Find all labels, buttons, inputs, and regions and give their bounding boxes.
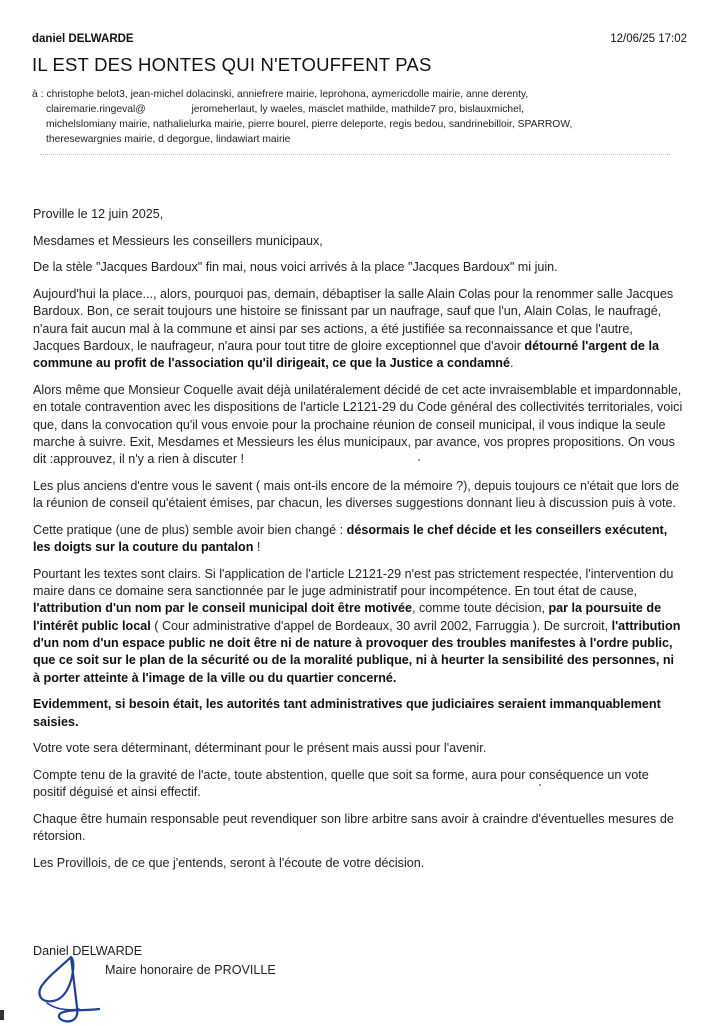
email-subject: IL EST DES HONTES QUI N'ETOUFFENT PAS <box>32 54 432 75</box>
bold-run: Evidemment, si besoin était, les autorités tant administratives que judiciaires seraient immanquablement saisies. <box>33 697 661 729</box>
recipients-line: theresewargnies mairie, d degorgue, lindawiart mairie <box>46 134 291 145</box>
header-divider <box>40 154 670 155</box>
paragraph: Votre vote sera déterminant, déterminant pour le présent mais aussi pour l'avenir. <box>33 741 487 756</box>
recipients-label: à : <box>32 89 44 100</box>
paragraph <box>33 522 683 557</box>
place-date: Proville le 12 juin 2025, <box>33 207 164 221</box>
paragraph: Les Provillois, de ce que j'entends, seront à l'écoute de votre décision. <box>33 855 425 870</box>
recipients-line: clairemarie.ringeval@ jeromeherlaut, ly waeles, masclet mathilde, mathilde7 pro, bislauxmichel, <box>46 104 525 115</box>
scan-speck <box>539 784 541 786</box>
recipients-block <box>32 87 682 147</box>
bold-run: par la poursuite de l'intérêt public local <box>33 601 662 633</box>
bold-run: l'attribution d'un nom par le conseil municipal doit être motivée <box>33 601 412 616</box>
paragraph: Chaque être humain responsable peut revendiquer son libre arbitre sans avoir à craindre d'éventuelles mesures de rétorsion. <box>33 811 674 844</box>
scan-edge-mark <box>0 1010 4 1020</box>
letter-body <box>33 206 683 882</box>
paragraph <box>33 286 683 372</box>
bold-run: désormais le chef décide et les conseillers exécutent, les doigts sur la couture du pantalon <box>33 522 668 555</box>
paragraph: Compte tenu de la gravité de l'acte, toute abstention, quelle que soit sa forme, aura pour conséquence un vote positif déguisé et ainsi effectif. <box>33 767 649 800</box>
bold-run: détourné l'argent de la commune au profit de l'association qu'il dirigeait, ce que la Justice a condamné <box>33 338 659 371</box>
paragraph <box>33 566 683 687</box>
sent-datetime: 12/06/25 17:02 <box>610 33 687 45</box>
signature-role: Maire honoraire de PROVILLE <box>105 963 276 977</box>
paragraph: Les plus anciens d'entre vous le savent ( mais ont-ils encore de la mémoire ?), depuis toujours ce n'était que lors de la réunion de conseil qu'étaient émises, par chacun, les diverses suggestions donnant lieu à discussion puis à vote. <box>33 478 680 511</box>
text-run: Aujourd'hui la place..., alors, pourquoi pas, demain, débaptiser la salle Alain Colas pour la renommer salle Jacques Bardoux. Bon, ce serait toujours une histoire se finissant par un naufrage, sauf que l'un, Alain Colas, le naufragé, n'aura fait aucun mal à la commune et ainsi par ses actions, a été justifiée sa reconnaissance et que l'autre, Jacques Bardoux, le naufrageur, n'aura pour tout titre de gloire exceptionnel que d'avoir <box>33 287 674 353</box>
sender-name: daniel DELWARDE <box>32 33 134 45</box>
bold-run: l'attribution d'un nom d'un espace public ne doit être ni de nature à provoquer des troubles manifestes à l'ordre public, que ce soit sur le plan de la sécurité ou de la moralité publique, ni à heurter la sensibilité des personnes, ni à porter atteinte à l'image de la ville ou du quartier concerné. <box>33 618 681 685</box>
signature-block <box>33 943 433 977</box>
salutation: Mesdames et Messieurs les conseillers municipaux, <box>33 233 323 248</box>
paragraph: Alors même que Monsieur Coquelle avait déjà unilatéralement décidé de cet acte invraisemblable et impardonnable, en totale contravention avec les dispositions de l'article L2121-29 du Code général des collectivités territoriales, voici que, dans la convocation qu'il vous envoie pour la prochaine réunion de conseil municipal, il vous indique la seule marche à suivre. Exit, Mesdames et Messieurs les élus municipaux, par avance, vos propres propositions. On vous dit :approuvez, il n'y a rien à discuter ! <box>33 382 683 467</box>
signature-name: Daniel DELWARDE <box>33 944 143 958</box>
recipients-line: michelslomiany mairie, nathalielurka mairie, pierre bourel, pierre deleporte, regis bedou, sandrinebilloir, SPARROW, <box>46 119 573 130</box>
text-run: Cette pratique (une de plus) semble avoir bien changé : <box>33 522 347 537</box>
recipients-text: christophe belot3, jean-michel dolacinski, anniefrere mairie, leprohona, aymericdolle mairie, anne derenty, <box>46 89 529 100</box>
text-run: , comme toute décision, <box>411 601 549 616</box>
paragraph: De la stèle "Jacques Bardoux" fin mai, nous voici arrivés à la place "Jacques Bardoux" mi juin. <box>33 260 558 275</box>
scan-speck <box>418 459 420 461</box>
text-run: ! <box>253 540 261 555</box>
text-run: ( Cour administrative d'appel de Bordeaux, 30 avril 2002, Farruggia ). De surcroit, <box>150 618 612 633</box>
text-run: . <box>509 356 514 371</box>
recipients-line <box>32 87 682 102</box>
handwritten-signature-icon <box>33 951 113 1026</box>
paragraph <box>33 696 683 731</box>
text-run: Pourtant les textes sont clairs. Si l'application de l'article L2121-29 n'est pas strictement respectée, l'intervention du maire dans ce domaine sera sanctionnée par le juge administratif pour incompétence. En tout état de cause, <box>33 566 674 599</box>
